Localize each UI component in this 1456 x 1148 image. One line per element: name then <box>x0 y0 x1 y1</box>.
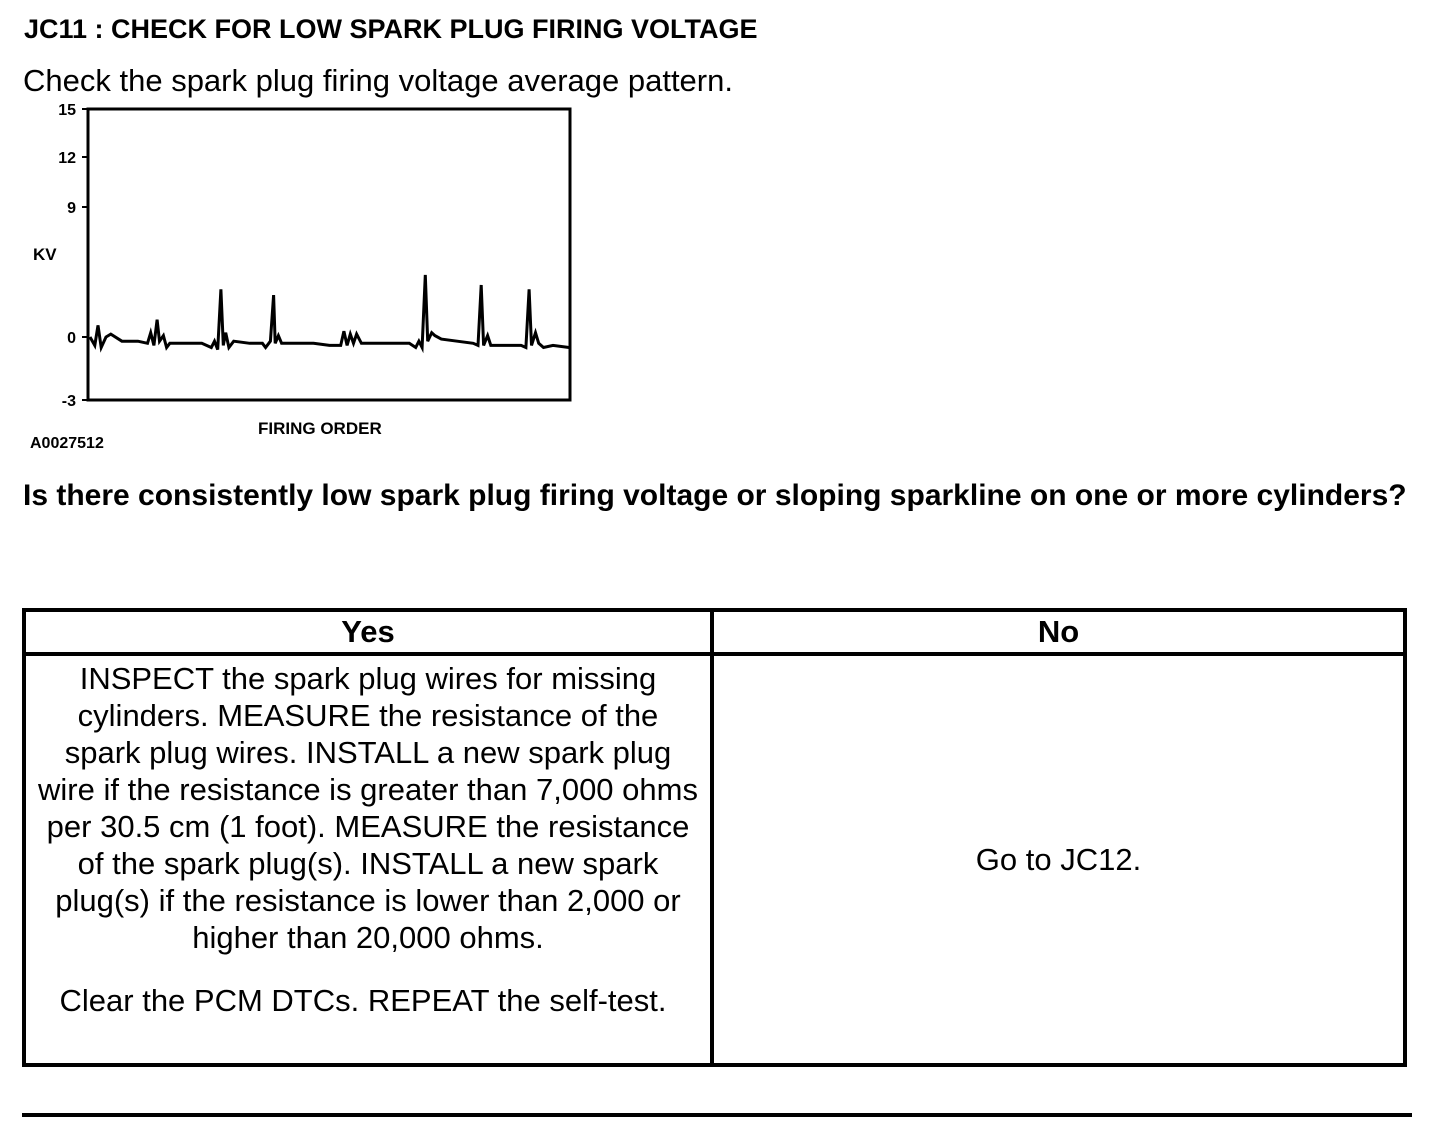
y-tick-label: -3 <box>61 393 76 410</box>
y-axis-ticks <box>58 102 88 410</box>
yes-followup-text: Clear the PCM DTCs. REPEAT the self-test. <box>59 983 667 1018</box>
no-header: No <box>712 610 1405 654</box>
answer-table <box>22 608 1407 1067</box>
yes-header: Yes <box>24 610 712 654</box>
answer-header-row <box>24 610 1405 654</box>
x-axis-label: FIRING ORDER <box>258 419 382 438</box>
figure-id: A0027512 <box>30 435 104 452</box>
page-title: JC11 : CHECK FOR LOW SPARK PLUG FIRING VOLTAGE <box>24 14 758 44</box>
bottom-divider <box>22 1113 1412 1117</box>
firing-voltage-chart <box>0 95 600 465</box>
y-axis-label: KV <box>33 245 57 264</box>
yes-action-text: INSPECT the spark plug wires for missing cylinders. MEASURE the resistance of the spark plug wires. INSTALL a new spark plug wire if the resistance is greater than 7,000 ohms per 30.5 cm (1 foot). MEASURE the resistance of the spark plug(s). INSTALL a new spark plug(s) if the resistance is lower than 2,000 or higher than 20,000 ohms. <box>38 661 698 955</box>
y-tick-label: 9 <box>67 200 76 217</box>
y-tick-label: 0 <box>67 330 76 347</box>
firing-voltage-figure <box>0 95 600 465</box>
plot-frame <box>88 109 570 400</box>
y-tick-label: 12 <box>58 150 76 167</box>
answer-body-row <box>24 654 1405 1065</box>
y-tick-label: 15 <box>58 102 76 119</box>
question-text: Is there consistently low spark plug firing voltage or sloping sparkline on one or more cylinders? <box>23 479 1407 512</box>
yes-cell <box>24 654 712 1065</box>
instruction-text: Check the spark plug firing voltage average pattern. <box>23 63 733 98</box>
trace-layer <box>90 275 569 350</box>
firing-voltage-trace <box>90 275 569 350</box>
no-cell: Go to JC12. <box>712 654 1405 1065</box>
